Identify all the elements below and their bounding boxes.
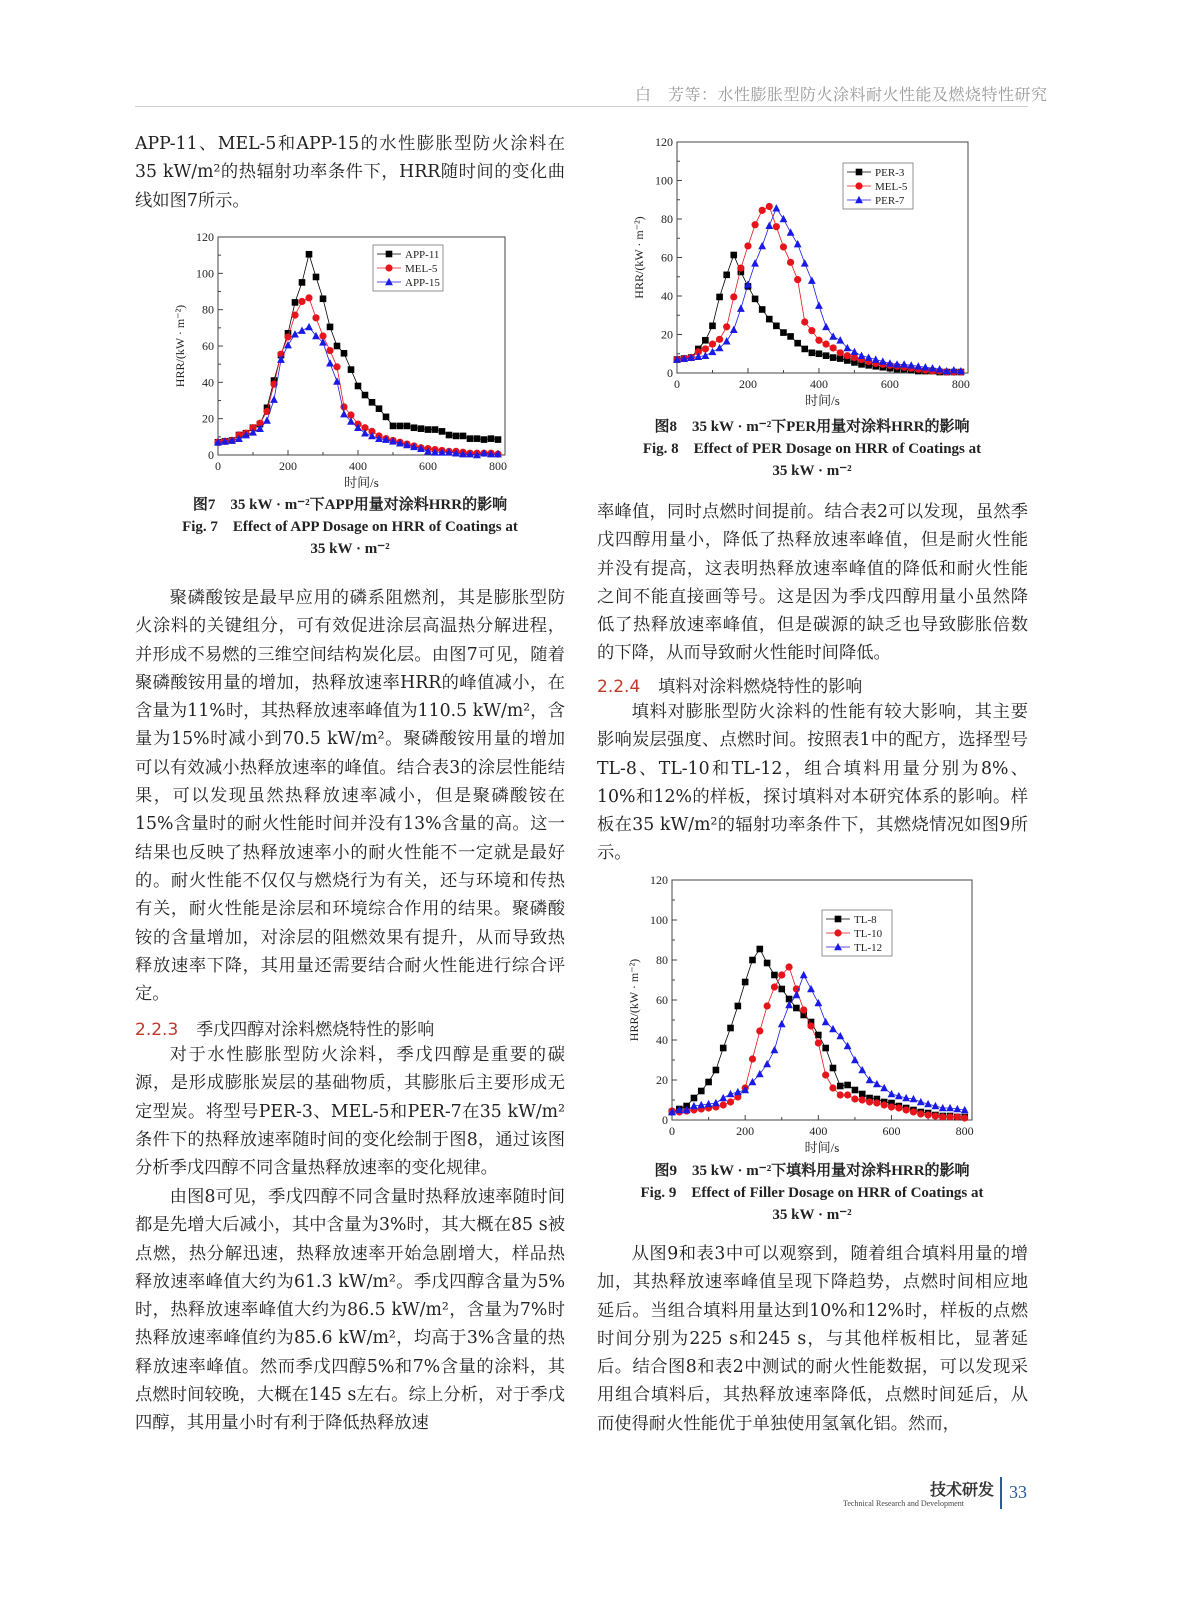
- paragraph-per-intro: 对于水性膨胀型防火涂料，季戊四醇是重要的碳源，是形成膨胀炭层的基础物质，其膨胀后主要形成无定型炭。将型号PER-3、MEL-5和PER-7在35 kW/m²条件下的热释放速率随时间的变化绘制于图8，通过该图分析季戊四醇不同含量热释放速率的变化规律。: [135, 1045, 565, 1179]
- legend-marker: [386, 251, 393, 258]
- data-point: [691, 1095, 698, 1102]
- x-tick-label: 0: [674, 377, 680, 391]
- data-point: [801, 259, 809, 266]
- data-point: [716, 336, 723, 343]
- legend-label: MEL-5: [875, 181, 908, 193]
- x-tick-label: 400: [349, 459, 367, 473]
- data-point: [763, 1060, 771, 1067]
- data-point: [771, 1046, 779, 1053]
- legend-marker: [835, 916, 842, 923]
- data-point: [481, 436, 488, 443]
- data-point: [801, 346, 808, 353]
- figure-9-caption-en-unit: 35 kW · m⁻²: [772, 1207, 852, 1223]
- y-tick-label: 80: [656, 953, 668, 967]
- data-point: [291, 312, 298, 319]
- y-axis-label: HRR/(kW · m⁻²): [627, 958, 641, 1042]
- figure-7-caption-en-unit: 35 kW · m⁻²: [310, 541, 390, 557]
- figure-8-caption-en-unit: 35 kW · m⁻²: [772, 463, 852, 479]
- legend-label: PER-3: [875, 167, 905, 179]
- data-point: [822, 341, 829, 348]
- data-point: [702, 345, 709, 352]
- data-point: [903, 1106, 910, 1113]
- data-point: [709, 323, 716, 330]
- running-header: 白 芳等：水性膨胀型防火涂料耐火性能及燃烧特性研究: [635, 85, 1048, 104]
- x-tick-label: 200: [736, 1124, 755, 1138]
- y-tick-label: 40: [202, 375, 214, 390]
- data-point: [801, 318, 808, 325]
- page-number: 33: [1009, 1482, 1027, 1502]
- x-tick-label: 400: [809, 377, 828, 391]
- paragraph-per-conclusion: 率峰值，同时点燃时间提前。结合表2可以发现，虽然季戊四醇用量小，降低了热释放速率峰值，但是耐火性能并没有提高，这表明热释放速率峰值的降低和耐火性能之间不能直接画等号。这是因为季戊四醇用量小虽然降低了热释放速率峰值，但是碳源的缺乏也导致膨胀倍数的下降，从而导致耐火性能时间降低。: [597, 502, 1028, 664]
- data-point: [702, 337, 709, 344]
- data-point: [369, 399, 376, 406]
- data-point: [759, 207, 766, 214]
- data-point: [822, 1071, 829, 1078]
- data-point: [808, 277, 816, 284]
- legend: [373, 245, 443, 291]
- paragraph-app: 聚磷酸铵是最早应用的磷系阻燃剂，其是膨胀型防火涂料的关键组分，可有效促进涂层高温热分解进程，并形成不易燃的三维空间结构炭化层。由图7可见，随着聚磷酸铵用量的增加，热释放速率HRR的峰值减小，在含量为11%时，其热释放速率峰值为110.5 kW/m²，含量为15%时减小到70.5 kW/m²。聚磷酸铵用量的增加可以有效减小热释放速率的峰值。结合表3的涂层性能结果，可以发现虽然热释放速率减小，但是聚磷酸铵在15%含量时的耐火性能时间并没有13%含量的高。这一结果也反映了热释放速率小的耐火性能不一定就是最好的。耐火性能不仅仅与燃烧行为有关，还与环境和传热有关，耐火性能是涂层和环境综合作用的结果。聚磷酸铵的含量增加，对涂层的阻燃效果有提升，从而导致热释放速率下降，其用量还需要结合耐火性能进行综合评定。: [135, 588, 565, 1005]
- data-point: [866, 1098, 873, 1105]
- data-point: [844, 1091, 851, 1098]
- figure-8-caption-en: Fig. 8 Effect of PER Dosage on HRR of Coatings at: [642, 441, 982, 457]
- y-tick-label: 100: [650, 913, 668, 927]
- data-point: [362, 392, 369, 399]
- data-point: [305, 323, 313, 330]
- data-point: [698, 1088, 705, 1095]
- x-tick-label: 200: [738, 377, 757, 391]
- figure-9-caption: [597, 1160, 1027, 1226]
- data-point: [844, 352, 851, 359]
- series-line: [218, 254, 498, 442]
- data-point: [816, 350, 823, 357]
- data-point: [709, 341, 716, 348]
- data-point: [701, 352, 709, 359]
- data-point: [794, 240, 802, 247]
- data-point: [858, 1066, 866, 1073]
- data-point: [737, 304, 745, 311]
- y-axis-label: HRR/(kW · m⁻²): [632, 216, 646, 299]
- data-point: [771, 972, 778, 979]
- data-point: [852, 1087, 859, 1094]
- data-point: [794, 276, 801, 283]
- data-point: [873, 1099, 880, 1106]
- data-point: [713, 1067, 720, 1074]
- data-point: [780, 243, 787, 250]
- data-point: [778, 1020, 786, 1027]
- data-point: [313, 274, 320, 281]
- data-point: [730, 252, 737, 259]
- data-point: [859, 1091, 866, 1098]
- paragraph-per-analysis: 由图8可见，季戊四醇不同含量时热释放速率随时间都是先增大后减小，其中含量为3%时，其大概在85 s被点燃，热分解迅速，热释放速率开始急剧增大，样品热释放速率峰值大约为61.3 kW/m²。季戊四醇含量为5%时，热释放速率峰值大约为86.5 kW/m²，含量为7%时热释放速率峰值约为85.6 kW/m²，均高于3%含量的热释放速率峰值。然而季戊四醇5%和7%含量的涂料，其点燃时间较晚，大概在145 s左右。综上分析，对于季戊四醇，其用量小时有利于降低热释放速: [135, 1187, 565, 1434]
- footer-section-en: Technical Research and Development: [843, 1499, 964, 1508]
- section-title: 季戊四醇对涂料燃烧特性的影响: [196, 1020, 435, 1040]
- figure-8-caption-cn: 图8 35 kW · m⁻²下PER用量对涂料HRR的影响: [654, 419, 970, 435]
- x-tick-label: 800: [951, 377, 970, 391]
- data-point: [340, 410, 348, 417]
- data-point: [758, 242, 766, 249]
- data-point: [727, 1025, 734, 1032]
- data-point: [361, 429, 369, 436]
- data-point: [873, 1080, 881, 1087]
- data-point: [837, 1091, 844, 1098]
- y-tick-label: 80: [202, 302, 214, 317]
- x-axis-label: 时间/s: [804, 1140, 840, 1155]
- legend-marker: [855, 182, 862, 189]
- data-point: [807, 1022, 814, 1029]
- data-point: [766, 316, 773, 323]
- data-point: [305, 294, 312, 301]
- data-point: [881, 1101, 888, 1108]
- data-point: [895, 1104, 902, 1111]
- series-PER-3: [674, 252, 965, 376]
- data-point: [474, 435, 481, 442]
- data-point: [411, 424, 418, 431]
- y-tick-label: 120: [655, 135, 673, 149]
- x-tick-label: 400: [809, 1124, 828, 1138]
- data-point: [766, 203, 773, 210]
- data-point: [716, 294, 723, 301]
- y-tick-label: 20: [656, 1073, 668, 1087]
- data-point: [780, 329, 787, 336]
- data-point: [326, 347, 333, 354]
- data-point: [787, 333, 794, 340]
- data-point: [752, 296, 759, 303]
- data-point: [751, 259, 759, 266]
- figure-9-chart: [614, 868, 994, 1158]
- data-point: [829, 332, 837, 339]
- data-point: [730, 326, 738, 333]
- data-point: [341, 350, 348, 357]
- legend-label: APP-15: [405, 277, 440, 289]
- data-point: [705, 1079, 712, 1086]
- data-point: [348, 366, 355, 373]
- data-point: [425, 426, 432, 433]
- data-point: [800, 1006, 807, 1013]
- data-point: [837, 1083, 844, 1090]
- data-point: [910, 1108, 917, 1115]
- data-point: [719, 1094, 727, 1101]
- data-point: [932, 1112, 939, 1119]
- data-point: [756, 1070, 764, 1077]
- data-point: [807, 985, 815, 992]
- data-point: [822, 1045, 829, 1052]
- data-point: [917, 1098, 925, 1105]
- section-number: 2.2.4: [597, 677, 641, 697]
- data-point: [291, 330, 299, 337]
- y-tick-label: 0: [662, 1113, 668, 1127]
- figure-7-chart: [160, 225, 530, 495]
- legend-marker: [385, 264, 392, 271]
- data-point: [320, 295, 327, 302]
- data-point: [851, 1095, 858, 1102]
- data-point: [836, 336, 844, 343]
- header-divider: [135, 106, 1028, 107]
- data-point: [298, 298, 305, 305]
- data-point: [815, 337, 822, 344]
- data-point: [794, 340, 801, 347]
- series-TL-8: [669, 946, 968, 1121]
- series-PER-7: [673, 204, 965, 374]
- y-tick-label: 80: [661, 212, 673, 226]
- data-point: [720, 1101, 727, 1108]
- data-point: [764, 960, 771, 967]
- legend: [822, 910, 892, 956]
- legend-label: TL-12: [854, 942, 883, 954]
- data-point: [709, 348, 717, 355]
- data-point: [829, 1084, 836, 1091]
- data-point: [866, 1076, 874, 1083]
- y-tick-label: 40: [656, 1033, 668, 1047]
- data-point: [780, 215, 788, 222]
- data-point: [439, 428, 446, 435]
- y-tick-label: 0: [208, 448, 214, 462]
- data-point: [712, 1099, 720, 1106]
- data-point: [785, 963, 792, 970]
- data-point: [888, 1103, 895, 1110]
- data-point: [397, 423, 404, 430]
- section-title: 填料对涂料燃烧特性的影响: [658, 677, 863, 697]
- series-APP-11: [215, 251, 502, 446]
- data-point: [495, 436, 502, 443]
- data-point: [837, 349, 844, 356]
- data-point: [333, 363, 340, 370]
- y-tick-label: 20: [202, 411, 214, 426]
- data-point: [744, 242, 751, 249]
- data-point: [432, 426, 439, 433]
- data-point: [793, 1005, 800, 1012]
- data-point: [858, 352, 866, 359]
- data-point: [830, 344, 837, 351]
- legend-label: PER-7: [875, 195, 905, 207]
- data-point: [961, 1114, 968, 1121]
- series-TL-10: [668, 963, 968, 1121]
- data-point: [880, 1084, 888, 1091]
- y-tick-label: 20: [661, 327, 673, 342]
- data-point: [306, 251, 313, 258]
- data-point: [355, 383, 362, 390]
- data-point: [299, 279, 306, 286]
- x-tick-label: 800: [489, 459, 507, 473]
- data-point: [787, 228, 795, 235]
- data-point: [720, 1045, 727, 1052]
- data-point: [756, 1027, 763, 1034]
- figure-8-caption: [597, 416, 1027, 482]
- data-point: [727, 1098, 734, 1105]
- y-tick-label: 40: [661, 289, 673, 303]
- figure-7-caption-cn: 图7 35 kW · m⁻²下APP用量对涂料HRR的影响: [192, 497, 508, 513]
- x-axis-label: 时间/s: [344, 475, 379, 490]
- data-point: [453, 433, 460, 440]
- data-point: [460, 433, 467, 440]
- data-point: [765, 222, 773, 229]
- x-tick-label: 800: [955, 1124, 974, 1138]
- data-point: [771, 983, 778, 990]
- data-point: [723, 272, 730, 279]
- data-point: [759, 306, 766, 313]
- x-tick-label: 0: [669, 1124, 675, 1138]
- x-tick-label: 200: [279, 459, 297, 473]
- y-tick-label: 120: [196, 230, 214, 244]
- data-point: [270, 395, 278, 402]
- data-point: [723, 323, 730, 330]
- y-tick-label: 100: [655, 173, 673, 188]
- data-point: [778, 986, 785, 993]
- data-point: [404, 423, 411, 430]
- legend-marker: [834, 929, 841, 936]
- data-point: [488, 435, 495, 442]
- legend: [843, 163, 913, 209]
- data-point: [954, 1113, 961, 1120]
- x-tick-label: 600: [880, 377, 899, 391]
- data-point: [723, 337, 731, 344]
- footer-divider: [1000, 1477, 1002, 1509]
- x-tick-label: 600: [419, 459, 437, 473]
- data-point: [809, 349, 816, 356]
- x-axis-label: 时间/s: [805, 393, 840, 408]
- data-point: [312, 314, 319, 321]
- legend-label: MEL-5: [405, 263, 438, 275]
- y-tick-label: 100: [196, 266, 214, 281]
- data-point: [292, 299, 299, 306]
- data-point: [888, 1090, 896, 1097]
- section-number: 2.2.3: [135, 1020, 179, 1040]
- figure-7-caption-en: Fig. 7 Effect of APP Dosage on HRR of Coatings at: [182, 519, 518, 535]
- data-point: [737, 264, 744, 271]
- data-point: [917, 1110, 924, 1117]
- data-point: [446, 432, 453, 439]
- paragraph-intro: APP-11、MEL-5和APP-15的水性膨胀型防火涂料在35 kW/m²的热辐射功率条件下，HRR随时间的变化曲线如图7所示。: [135, 134, 565, 211]
- data-point: [792, 991, 800, 998]
- data-point: [757, 946, 764, 953]
- data-point: [823, 352, 830, 359]
- y-tick-label: 120: [650, 873, 668, 887]
- data-point: [334, 343, 341, 350]
- data-point: [749, 957, 756, 964]
- data-point: [814, 999, 822, 1006]
- figure-7-caption: [135, 494, 565, 560]
- data-point: [327, 324, 334, 331]
- data-point: [376, 405, 383, 412]
- data-point: [844, 1082, 851, 1089]
- data-point: [383, 414, 390, 421]
- data-point: [749, 1055, 756, 1062]
- data-point: [808, 327, 815, 334]
- y-tick-label: 60: [661, 250, 673, 265]
- data-point: [764, 1002, 771, 1009]
- data-point: [830, 354, 837, 361]
- y-tick-label: 0: [667, 366, 673, 380]
- data-point: [298, 326, 306, 333]
- data-point: [815, 302, 823, 309]
- figure-9-caption-cn: 图9 35 kW · m⁻²下填料用量对涂料HRR的影响: [654, 1163, 970, 1179]
- data-point: [418, 425, 425, 432]
- x-tick-label: 600: [882, 1124, 901, 1138]
- y-axis-label: HRR/(kW · m⁻²): [173, 304, 187, 388]
- figure-8-chart: [619, 130, 989, 415]
- data-point: [772, 204, 780, 211]
- data-point: [946, 1113, 953, 1120]
- section-heading-2-2-3: [135, 1015, 434, 1040]
- data-point: [851, 348, 859, 355]
- data-point: [773, 223, 780, 230]
- paragraph-filler-intro: 填料对膨胀型防火涂料的性能有较大影响，其主要影响炭层强度、点燃时间。按照表1中的配方，选择型号TL-8、TL-10和TL-12，组合填料用量分别为8%、10%和12%的样板，探讨填料对本研究体系的影响。样板在35 kW/m²的辐射功率条件下，其燃烧情况如图9所示。: [597, 702, 1028, 864]
- y-tick-label: 60: [202, 339, 214, 353]
- figure-9-caption-en: Fig. 9 Effect of Filler Dosage on HRR of Coatings at: [640, 1185, 984, 1201]
- legend-label: TL-10: [854, 928, 883, 940]
- data-point: [742, 979, 749, 986]
- x-tick-label: 0: [215, 459, 221, 473]
- y-tick-label: 60: [656, 993, 668, 1007]
- data-point: [730, 293, 737, 300]
- data-point: [751, 221, 758, 228]
- data-point: [340, 403, 347, 410]
- data-point: [773, 323, 780, 330]
- data-point: [390, 423, 397, 430]
- data-point: [830, 1065, 837, 1072]
- data-point: [778, 971, 785, 978]
- data-point: [844, 1042, 852, 1049]
- legend-label: APP-11: [405, 249, 440, 261]
- data-point: [800, 971, 808, 978]
- legend-marker: [856, 169, 863, 176]
- data-point: [859, 1096, 866, 1103]
- data-point: [284, 333, 291, 340]
- data-point: [263, 416, 271, 423]
- data-point: [939, 1113, 946, 1120]
- data-point: [822, 323, 830, 330]
- data-point: [851, 1056, 859, 1063]
- paragraph-filler-analysis: 从图9和表3中可以观察到，随着组合填料用量的增加，其热释放速率峰值呈现下降趋势，点燃时间相应地延后。当组合填料用量达到10%和12%时，样板的点燃时间分别为225 s和245 s，与其他样板相比，显著延后。结合图8和表2中测试的耐火性能数据，可以发现采用组合填料后，其热释放速率降低，点燃时间延后，从而使得耐火性能优于单独使用氢氧化铝。然而，: [597, 1244, 1028, 1434]
- data-point: [787, 259, 794, 266]
- section-heading-2-2-4: [597, 672, 862, 697]
- data-point: [924, 1111, 931, 1118]
- data-point: [822, 1018, 830, 1025]
- data-point: [735, 1003, 742, 1010]
- data-point: [467, 435, 474, 442]
- data-point: [326, 359, 334, 366]
- legend-label: TL-8: [854, 914, 877, 926]
- footer-section-cn: 技术研发: [930, 1480, 995, 1499]
- data-point: [815, 1039, 822, 1046]
